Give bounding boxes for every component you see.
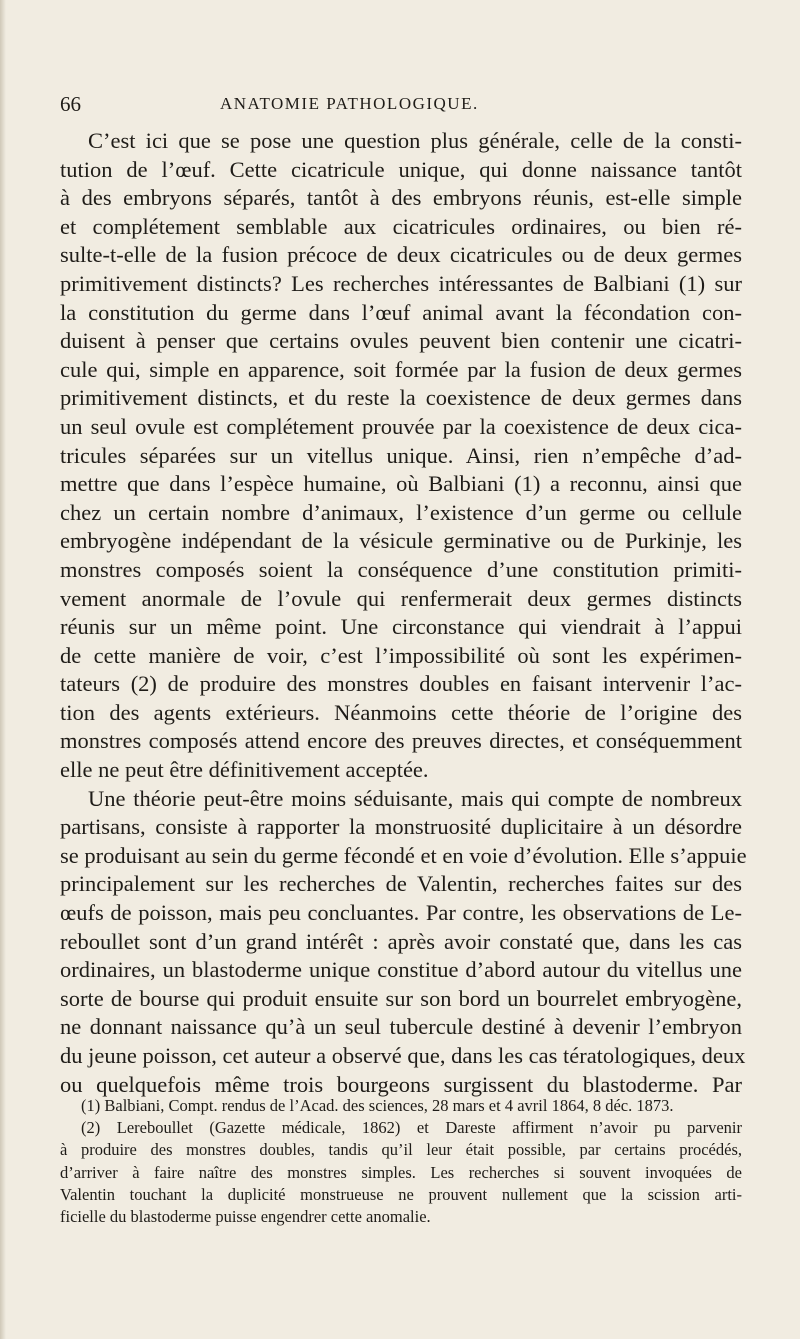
text-line: mettre que dans l’espèce humaine, où Balbiani (1) a reconnu, ainsi que — [60, 471, 742, 497]
page-edge-shadow — [0, 0, 6, 1339]
footnote-line: d’arriver à faire naître des monstres simples. Les recherches si souvent invoquées de — [60, 1162, 742, 1182]
text-line: œufs de poisson, mais peu concluantes. Par contre, les observations de Le- — [60, 900, 742, 926]
running-head: ANATOMIE PATHOLOGIQUE. — [220, 94, 479, 113]
text-line: du jeune poisson, cet auteur a observé que, dans les cas tératologiques, deux — [60, 1043, 746, 1068]
text-line: ordinaires, un blastoderme unique constitue d’abord autour du vitellus une — [60, 957, 742, 983]
text-line: tution de l’œuf. Cette cicatricule unique, qui donne naissance tantôt — [60, 156, 742, 182]
page-number: 66 — [60, 92, 81, 116]
text-line: ne donnant naissance qu’à un seul tubercule destiné à devenir l’embryon — [60, 1014, 742, 1040]
text-line: tateurs (2) de produire des monstres doubles en faisant intervenir l’ac- — [60, 671, 742, 697]
text-line: sulte-t-elle de la fusion précoce de deux cicatricules ou de deux germes — [60, 242, 742, 268]
text-line: vement anormale de l’ovule qui renfermerait deux germes distincts — [60, 585, 742, 611]
text-line: chez un certain nombre d’animaux, l’existence d’un germe ou cellule — [60, 499, 742, 525]
text-line: monstres composés attend encore des preuves directes, et conséquemment — [60, 728, 742, 754]
footnote-line: (1) Balbiani, Compt. rendus de l’Acad. des sciences, 28 mars et 4 avril 1864, 8 déc. 1873. — [81, 1096, 674, 1115]
text-line: et complétement semblable aux cicatricules ordinaires, ou bien ré- — [60, 213, 742, 239]
text-line: partisans, consiste à rapporter la monstruosité duplicitaire à un désordre — [60, 814, 742, 840]
text-line: monstres composés soient la conséquence d’une constitution primiti- — [60, 556, 742, 582]
text-line: C’est ici que se pose une question plus générale, celle de la consti- — [88, 128, 742, 153]
text-line: à des embryons séparés, tantôt à des embryons réunis, est-elle simple — [60, 185, 742, 211]
body-text — [60, 127, 747, 1099]
text-line: se produisant au sein du germe fécondé et en voie d’évolution. Elle s’appuie — [60, 842, 747, 868]
text-line: reboullet sont d’un grand intérêt : après avoir constaté que, dans les cas — [60, 928, 742, 954]
text-line: la constitution du germe dans l’œuf animal avant la fécondation con- — [60, 299, 742, 325]
text-line: réunis sur un même point. Une circonstance qui viendrait à l’appui — [60, 614, 742, 640]
text-line: primitivement distincts? Les recherches intéressantes de Balbiani (1) sur — [60, 270, 742, 296]
text-line: ou quelquefois même trois bourgeons surgissent du blastoderme. Par — [60, 1071, 742, 1097]
text-line: primitivement distincts, et du reste la coexistence de deux germes dans — [60, 385, 742, 411]
text-line: tion des agents extérieurs. Néanmoins cette théorie de l’origine des — [60, 699, 742, 725]
text-line: Une théorie peut-être moins séduisante, mais qui compte de nombreux — [88, 785, 742, 811]
text-line: duisent à penser que certains ovules peuvent bien contenir une cicatri- — [60, 328, 742, 354]
footnote-line: à produire des monstres doubles, tandis qu’il leur était possible, par certains procédés, — [60, 1140, 742, 1160]
text-line: principalement sur les recherches de Valentin, recherches faites sur des — [60, 871, 742, 897]
footnote-line: ficielle du blastoderme puisse engendrer cette anomalie. — [60, 1206, 431, 1226]
footnotes — [60, 1095, 742, 1228]
text-line: cule qui, simple en apparence, soit formée par la fusion de deux germes — [60, 356, 742, 382]
page-header — [60, 92, 750, 122]
footnote-line: (2) Lereboullet (Gazette médicale, 1862) et Dareste affirment n’avoir pu parvenir — [81, 1118, 742, 1138]
text-line: tricules séparées sur un vitellus unique. Ainsi, rien n’empêche d’ad- — [60, 442, 742, 468]
text-line: de cette manière de voir, c’est l’impossibilité où sont les expérimen- — [60, 642, 742, 668]
text-line: elle ne peut être définitivement acceptée. — [60, 757, 429, 783]
footnote-line: Valentin touchant la duplicité monstrueuse ne prouvent nullement que la scission arti- — [60, 1184, 742, 1204]
text-line: sorte de bourse qui produit ensuite sur son bord un bourrelet embryogène, — [60, 985, 742, 1011]
text-line: embryogène indépendant de la vésicule germinative ou de Purkinje, les — [60, 528, 742, 554]
text-line: un seul ovule est complétement prouvée par la coexistence de deux cica- — [60, 413, 742, 439]
